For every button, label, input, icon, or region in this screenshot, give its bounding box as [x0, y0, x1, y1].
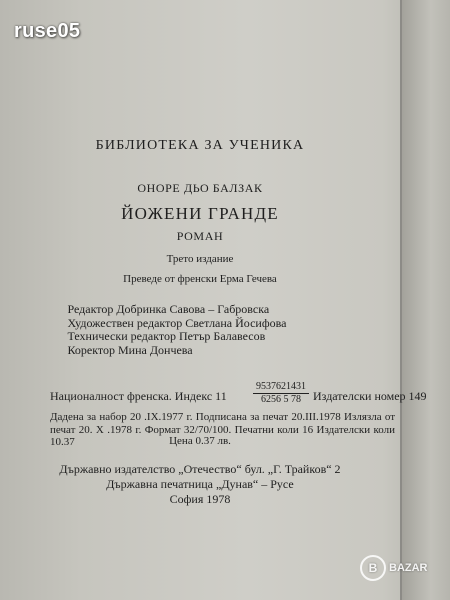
book-title: ЙОЖЕНИ ГРАНДЕ — [121, 204, 279, 223]
facing-page-edge — [402, 0, 450, 600]
genre-label: РОМАН — [176, 229, 224, 243]
publisher-line: Държавна печатница „Дунав“ – Русе — [106, 477, 294, 491]
index-denominator: 6256 5 78 — [261, 394, 301, 405]
bazar-logo-icon: B — [360, 555, 386, 581]
publisher-block — [0, 462, 400, 507]
credits-block — [0, 303, 400, 357]
watermark: ruse05 — [14, 20, 81, 42]
translator-line: Преведе от френски Ерма Гечева — [123, 273, 277, 285]
credit-line: Технически редактор Петър Балавесов — [67, 329, 266, 343]
credit-line: Коректор Мина Дончева — [67, 342, 193, 357]
publisher-line: Държавно издателство „Отечество“ бул. „Г. Трайков“ 2 — [59, 462, 341, 476]
index-numerator: 9537621431 — [253, 381, 309, 394]
price-label: Цена 0.37 лв. — [169, 435, 231, 447]
print-dates-paragraph: Дадена за набор 20 .IX.1977 г. Подписана за печат 20.III.1978 Излязла от печат 20. X .1978 г. Формат 32/70/100. Печатни коли 16 Издателски коли 10.37 — [50, 411, 395, 448]
bazar-logo: B BAZAR — [360, 555, 428, 581]
index-fraction — [253, 381, 309, 406]
publisher-line: София 1978 — [169, 492, 231, 506]
edition-label: Трето издание — [166, 253, 234, 265]
series-title: БИБЛИОТЕКА ЗА УЧЕНИКА — [95, 138, 305, 153]
credit-line: Редактор Добринка Савова – Габровска — [67, 302, 270, 316]
publisher-number: Издателски номер 149 — [313, 389, 427, 403]
nationality-index-row — [50, 381, 427, 411]
credit-line: Художествен редактор Светлана Йосифова — [67, 315, 287, 330]
nationality-label: Националност френска. Индекс 11 — [50, 389, 227, 403]
author-name: ОНОРЕ ДЬО БАЛЗАК — [137, 181, 263, 195]
